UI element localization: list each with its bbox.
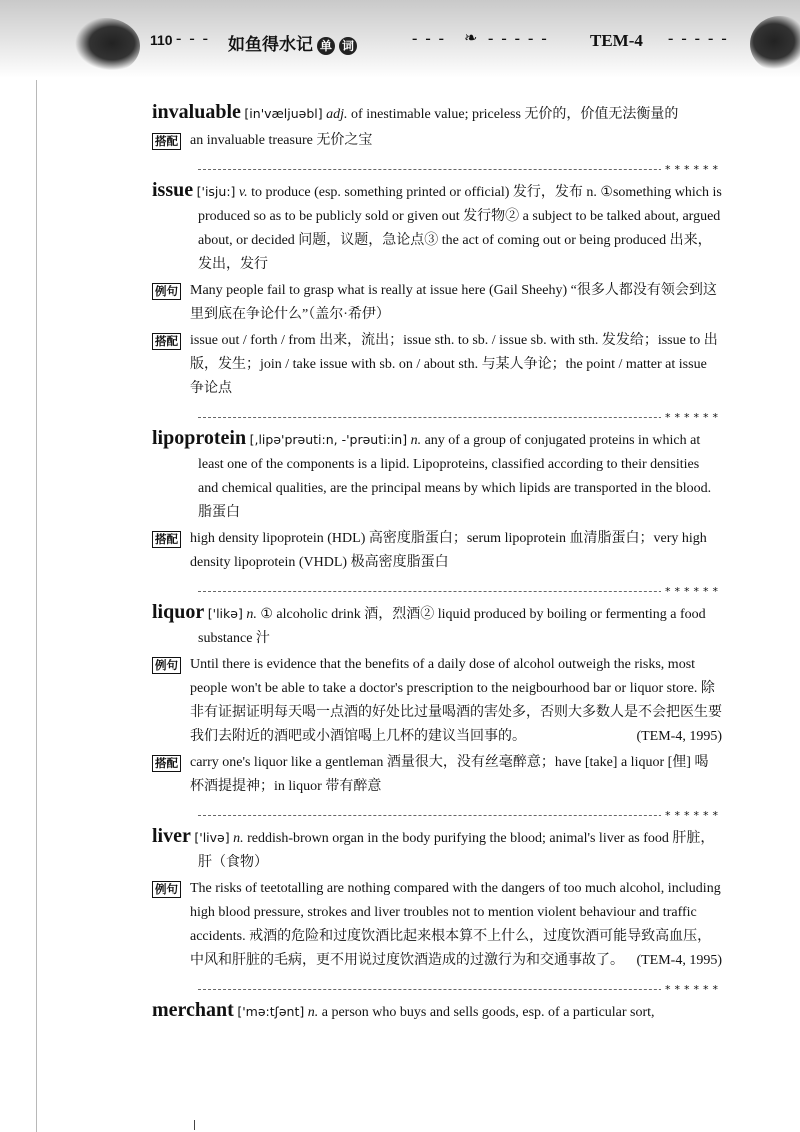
example-source: (TEM-4, 1995) [636,729,722,744]
headword: issue [152,179,194,201]
entry-separator [198,975,722,996]
section-text: carry one's liquor like a gentleman 酒量很大，没有丝毫醉意；have [take] a liquor [俚] 喝杯酒提提神；in liquor 带有醉意 [190,755,709,794]
pronunciation: ['livə] [194,830,230,845]
entry-liver [152,824,722,996]
headword: invaluable [152,101,241,123]
page-margin-line [36,80,37,1132]
definition: ① alcoholic drink 酒，烈酒② liquid produced by boiling or fermenting a food substance 汁 [198,607,706,646]
page-edge-mark [194,1120,195,1130]
part-of-speech: n. [410,433,422,448]
part-of-speech: n. [307,1005,319,1020]
example-tag: 例句 [152,881,181,898]
collocation-tag: 搭配 [152,755,181,772]
title-seal: 词 [339,37,357,55]
pronunciation: [in'væljuəbl] [244,106,323,121]
feather-icon: ❧ [464,30,478,47]
section-text [190,877,722,973]
entry-section [152,653,722,749]
entry-head [152,100,722,127]
entry-section [152,877,722,973]
entry-head [152,426,722,525]
collocation-tag: 搭配 [152,531,181,548]
entry-head [152,178,722,277]
section-text: an invaluable treasure 无价之宝 [190,133,373,148]
collocation-tag: 搭配 [152,133,181,150]
series-label: TEM-4 [590,31,643,50]
part-of-speech: n. [246,607,257,622]
header-dashes: - - - [412,30,446,47]
definition: a person who buys and sells goods, esp. of a particular sort, [321,1005,655,1020]
entry-separator [198,801,722,822]
entry-separator [198,155,722,176]
example-tag: 例句 [152,283,181,300]
definition: reddish-brown organ in the body purifying the blood; animal's liver as food 肝脏，肝（食物） [198,831,715,870]
header-dashes: - - - - - [668,30,729,47]
pronunciation: ['isju:] [196,184,236,199]
entry-head [152,998,722,1025]
headword: merchant [152,999,234,1021]
entry-issue [152,178,722,424]
section-text: issue out / forth / from 出来，流出；issue sth. to sb. / issue sb. with sth. 发发给；issue to 出版，发生；join / take issue with sb. on / about sth. 与某人争论；the point / matter at issue 争论点 [190,333,718,396]
brush-swoosh-right-icon [750,16,800,72]
definition: any of a group of conjugated proteins in which at least one of the components is a lipid. Lipoproteins, classified according to their densities and chemical qualities, are the principal means by which lipids are transported in the blood. 脂蛋白 [198,433,712,520]
entry-separator [198,403,722,424]
example-tag: 例句 [152,657,181,674]
header-dashes: - - - [176,30,210,47]
part-of-speech: v. [238,185,248,200]
example-sentence: The risks of teetotalling are nothing compared with the dangers of too much alcohol, including high blood pressure, strokes and liver troubles not to mention violent behaviour and traffic accidents. 戒酒的危险和过度饮酒比起来根本算不上什么，过度饮酒可能导致高血压，中风和肝脏的毛病，更不用说过度饮酒造成的过激行为和交通事故了。 [190,881,721,968]
entry-separator [198,577,722,598]
example-sentence: Until there is evidence that the benefits of a daily dose of alcohol outweigh the risks, most people won't be able to take a doctor's prescription to the neigbourhood bar or liquor store. 除非有证据证明每天喝一点酒的好处比过量喝酒的害处多，否则大多数人是不会把医生要我们去附近的酒吧或小酒馆喝上几杯的建议当回事的。 [190,657,722,744]
entry-merchant [152,998,722,1025]
separator-stars: ****** [661,983,722,996]
entry-section [152,329,722,401]
section-text: Many people fail to grasp what is really at issue here (Gail Sheehy) “很多人都没有领会到这里到底在争论什么”（盖尔·希伊） [190,283,717,322]
page-number: 110 [150,32,173,48]
book-title [228,30,357,55]
dictionary-entries [152,100,722,1025]
pronunciation: ['mə:tʃənt] [237,1004,305,1019]
section-text [190,653,722,749]
part-of-speech: adj. [326,107,348,122]
headword: lipoprotein [152,427,247,449]
book-title-text: 如鱼得水记 [228,35,313,55]
entry-head [152,824,722,875]
section-text: high density lipoprotein (HDL) 高密度脂蛋白；serum lipoprotein 血清脂蛋白；very high density lipoprotein (VHDL) 极高密度脂蛋白 [190,531,707,570]
collocation-tag: 搭配 [152,333,181,350]
entry-lipoprotein [152,426,722,598]
pronunciation: [,lipə'prəuti:n, -'prəuti:in] [249,432,408,447]
title-seal: 单 [317,37,335,55]
headword: liquor [152,601,205,623]
entry-invaluable [152,100,722,176]
entry-section [152,279,722,327]
definition: to produce (esp. something printed or official) 发行，发布 n. ①something which is produced so as to be publicly sold or given out 发行物② a subject to be talked about, argued about, or decided 问题，议题，急论点③ the act of coming out or being produced 出来，发出，发行 [198,185,722,272]
page-header [0,0,800,78]
example-source: (TEM-4, 1995) [636,953,722,968]
separator-stars: ****** [661,585,722,598]
pronunciation: ['likə] [207,606,243,621]
entry-liquor [152,600,722,822]
separator-stars: ****** [661,809,722,822]
entry-head [152,600,722,651]
entry-section [152,751,722,799]
definition: of inestimable value; priceless 无价的，价值无法衡量的 [351,107,679,122]
entry-section [152,129,722,153]
headword: liver [152,825,191,847]
brush-swoosh-left-icon [70,18,140,74]
entry-section [152,527,722,575]
separator-stars: ****** [661,411,722,424]
header-dashes: - - - - - [488,30,549,47]
separator-stars: ****** [661,163,722,176]
part-of-speech: n. [233,831,244,846]
